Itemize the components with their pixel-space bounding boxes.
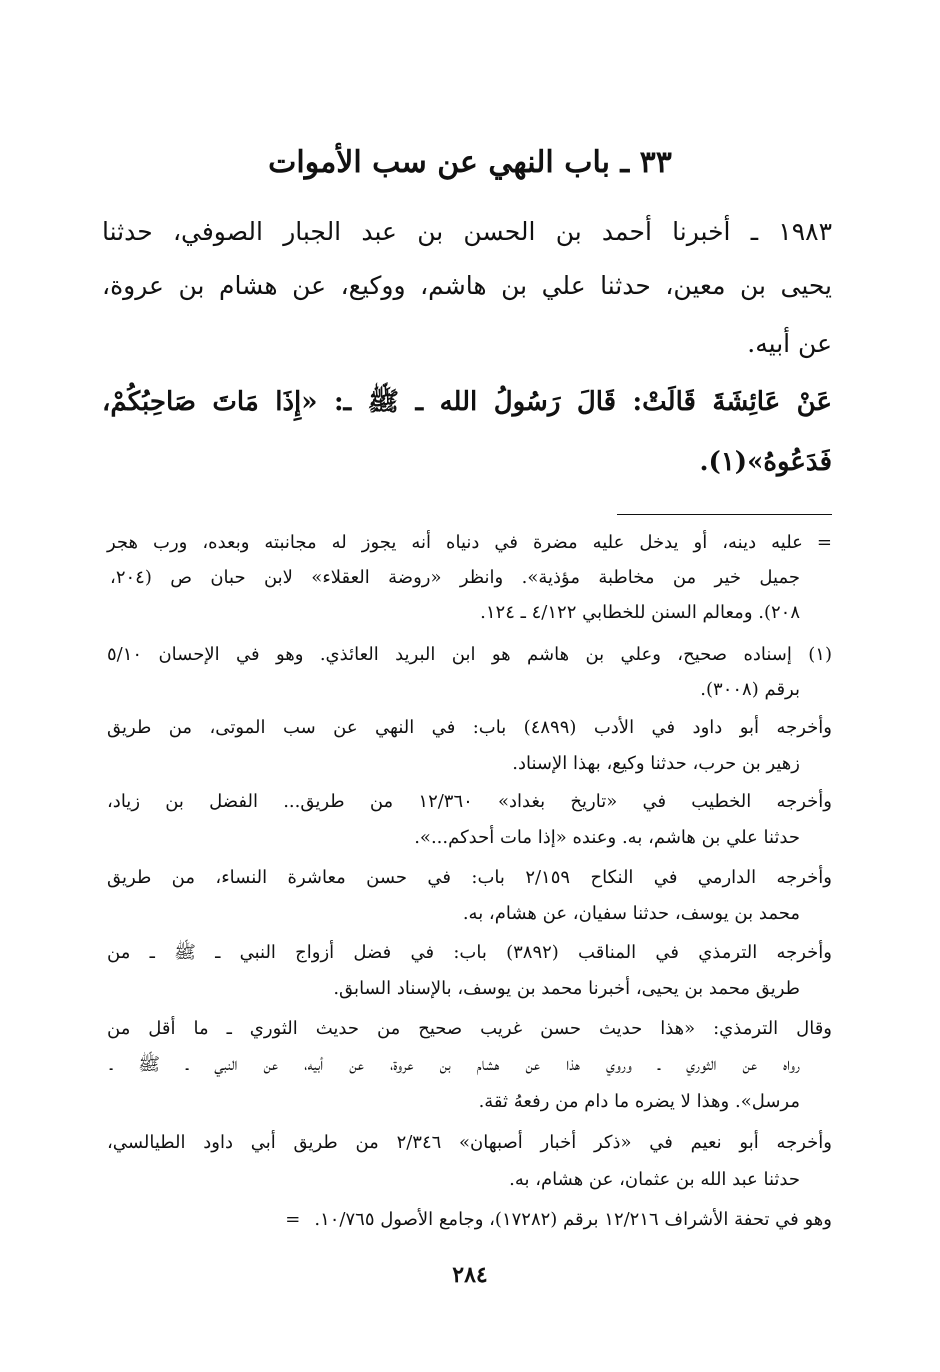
footnote-line: وقال الترمذي: «هذا حديث حسن غريب صحيح من حديث الثوري ـ ما أقل من [107,1018,832,1039]
footnote-line: ٢٠٨). ومعالم السنن للخطابي ٤/١٢٢ ـ ١٢٤. [480,602,800,623]
footnote-line: (١) إسناده صحيح، وعلي بن هاشم هو ابن البريد العائذي. وهو في الإحسان ٥/١٠ [107,644,832,665]
footnote-line: وأخرجه الترمذي في المناقب (٣٨٩٢) باب: في فضل أزواج النبي ـ ﷺ ـ من [107,942,832,963]
footnote-line: وأخرجه الخطيب في «تاريخ بغداد» ١٢/٣٦٠ من طريق... الفضل بن زياد، [107,791,832,812]
page-number: ٢٨٤ [452,1262,488,1288]
footnote-line: جميل خير من مخاطبة مؤذية». وانظر «روضة العقلاء» لابن حبان ص (٢٠٤، [110,567,800,588]
chapter-title: ٣٣ ـ باب النهي عن سب الأموات [268,145,672,180]
footnote-line: رواه عن الثوري ـ وروي هذا عن هشام بن عروة، عن أبيه، عن النبي ـ ﷺ ـ [110,1054,800,1075]
footnote-line [107,1205,832,1235]
footnote-line: حدثنا علي بن هاشم، به. وعنده «إذا مات أحدكم...». [414,827,800,848]
isnad-line: ١٩٨٣ ـ أخبرنا أحمد بن الحسن بن عبد الجبار الصوفي، حدثنا [102,217,832,246]
hadith-text-line: عَنْ عَائِشَةَ قَالَتْ: قَالَ رَسُولُ الله ـ ﷺ ـ: «إِذَا مَاتَ صَاحِبُكُمْ، [102,387,832,417]
footnote-line: وأخرجه أبو داود في الأدب (٤٨٩٩) باب: في النهي عن سب الموتى، من طريق [107,717,832,738]
continuation-mark: = [816,532,832,553]
footnote-line: حدثنا عبد الله بن عثمان، عن هشام، به. [509,1169,800,1190]
footnote-line: طريق محمد بن يحيى، أخبرنا محمد بن يوسف، بالإسناد السابق. [333,978,800,999]
footnote-line: وأخرجه أبو نعيم في «ذكر أخبار أصبهان» ٢/٣٤٦ من طريق أبي داود الطيالسي، [107,1132,832,1153]
footnote-line-text: عليه دينه، أو يدخل عليه مضرة في دنياه أنه يجوز له مجانبته وبعده، ورب هجر [107,532,803,553]
footnote-line: محمد بن يوسف، حدثنا سفيان، عن هشام، به. [462,903,800,924]
footnote-line: وأخرجه الدارمي في النكاح ٢/١٥٩ باب: في حسن معاشرة النساء، من طريق [107,867,832,888]
footnote-line: زهير بن حرب، حدثنا وكيع، بهذا الإسناد. [512,753,800,774]
isnad-line: عن أبيه. [747,329,832,358]
footnote-line: برقم (٣٠٠٨). [700,679,800,700]
footnote-separator [617,514,832,515]
continuation-mark: = [285,1209,301,1230]
hadith-text-line: فَدَعُوهُ»(١). [699,447,832,477]
footnote-line [107,528,832,558]
isnad-line: يحيى بن معين، حدثنا علي بن هاشم، ووكيع، عن هشام بن عروة، [102,271,832,300]
footnote-line: مرسل». وهذا لا يضره ما دام من رفعهُ ثقة. [478,1091,800,1112]
footnote-line-text: وهو في تحفة الأشراف ١٢/٢١٦ برقم (١٧٢٨٢)، وجامع الأصول ١٠/٧٦٥. [314,1209,832,1230]
